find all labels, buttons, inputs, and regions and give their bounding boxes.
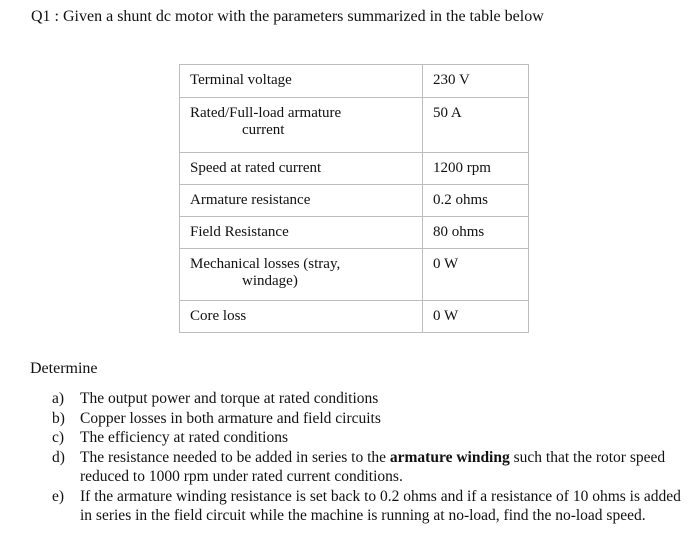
task-text: The resistance needed to be added in series to the armature winding such that the rotor speed reduced to 1000 rpm under rated current conditions. <box>80 448 666 485</box>
parameter-value: 0 W <box>423 301 529 333</box>
list-item <box>52 487 687 526</box>
table-row <box>180 249 529 301</box>
list-item <box>52 409 687 429</box>
task-list <box>52 389 687 526</box>
task-label: e) <box>52 487 65 505</box>
emphasis-text: armature winding <box>389 448 510 466</box>
task-text: The output power and torque at rated conditions <box>80 390 379 407</box>
list-item <box>52 389 687 409</box>
parameter-value: 50 A <box>423 98 529 153</box>
parameter-name: Terminal voltage <box>180 65 423 98</box>
determine-heading: Determine <box>30 360 98 377</box>
table-row <box>180 185 529 217</box>
task-label: b) <box>52 409 65 427</box>
task-label: c) <box>52 429 65 446</box>
task-text: Copper losses in both armature and field circuits <box>80 409 381 427</box>
parameter-table <box>179 64 529 333</box>
table-row <box>180 217 529 249</box>
parameter-value: 0 W <box>423 249 529 301</box>
parameter-name: Field Resistance <box>180 217 423 249</box>
list-item <box>52 428 687 448</box>
task-label: d) <box>52 448 65 466</box>
table-row <box>180 98 529 153</box>
parameter-value: 1200 rpm <box>423 153 529 185</box>
list-item <box>52 448 687 487</box>
task-text: The efficiency at rated conditions <box>80 429 289 446</box>
parameter-value: 0.2 ohms <box>423 185 529 217</box>
table-row <box>180 301 529 333</box>
parameter-name: Core loss <box>180 301 423 333</box>
table-row <box>180 65 529 98</box>
parameter-name: Armature resistance <box>180 185 423 217</box>
parameter-value: 230 V <box>423 65 529 98</box>
parameter-name: Mechanical losses (stray, windage) <box>180 249 423 301</box>
parameter-value: 80 ohms <box>423 217 529 249</box>
question-title: Q1 : Given a shunt dc motor with the parameters summarized in the table below <box>31 8 544 25</box>
parameter-name: Rated/Full-load armature current <box>180 98 423 153</box>
task-label: a) <box>52 390 65 407</box>
task-text: If the armature winding resistance is set back to 0.2 ohms and if a resistance of 10 ohms is added in series in the field circuit while the machine is running at no-load, find the no-load speed. <box>80 487 681 524</box>
parameter-name: Speed at rated current <box>180 153 423 185</box>
table-row <box>180 153 529 185</box>
